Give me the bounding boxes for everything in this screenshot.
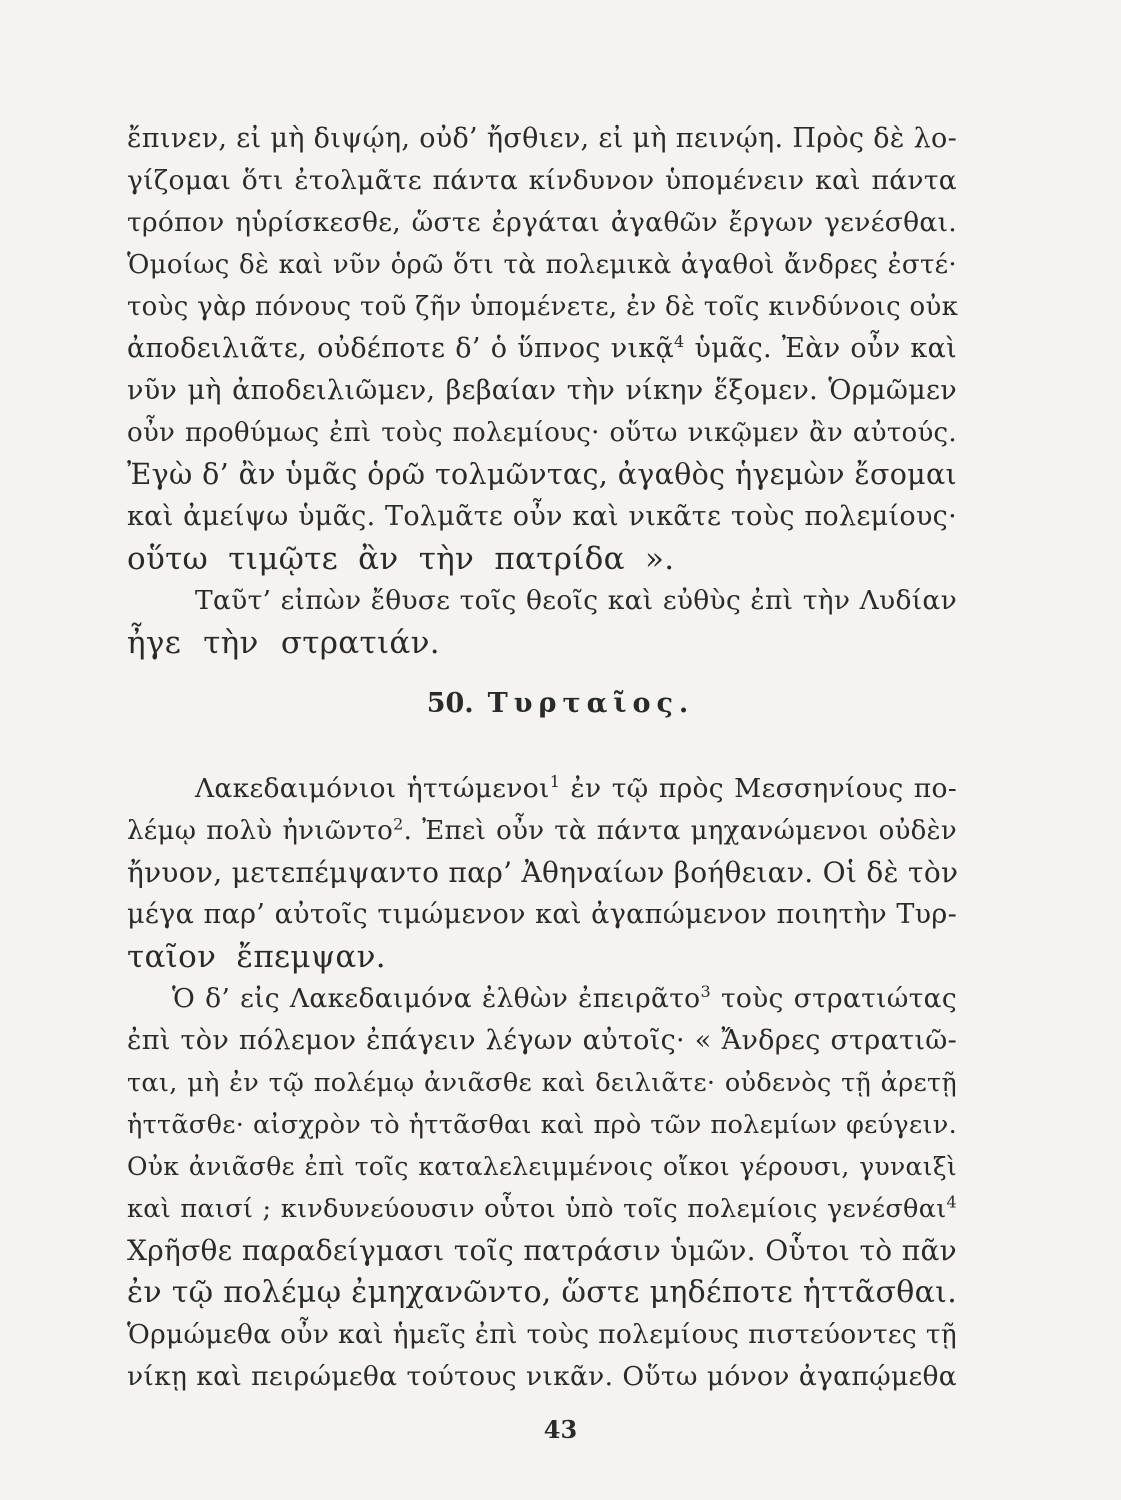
- text-line: ἤνυον, μετεπέμψαντο παρ’ Ἀθηναίων βοήθειαν. Οἱ δὲ τὸν: [127, 856, 959, 889]
- text-segment: . Ἐπεὶ οὖν τὰ πάντα μηχανώμενοι οὐδὲν: [403, 816, 957, 846]
- text-line: [172, 979, 957, 1019]
- section-heading: [0, 688, 1121, 719]
- text-line: Ὁρμώμεθα οὖν καὶ ἡμεῖς ἐπὶ τοὺς πολεμίους πιστεύοντες τῇ: [127, 1319, 957, 1350]
- text-line: τρόπον ηὑρίσκεσθε, ὥστε ἐργάται ἀγαθῶν ἔργων γενέσθαι.: [127, 207, 957, 238]
- text-line: τοὺς γὰρ πόνους τοῦ ζῆν ὑπομένετε, ἐν δὲ τοῖς κινδύνοις οὐκ: [127, 292, 959, 322]
- text-line: [195, 769, 957, 809]
- text-line: Χρῆσθε παραδείγμασι τοῖς πατράσιν ὑμῶν. Οὗτοι τὸ πᾶν: [127, 1234, 957, 1267]
- footnote-mark: 4: [674, 332, 685, 351]
- text-segment: ἐν τῷ πρὸς Μεσσηνίους πο-: [570, 773, 957, 804]
- section-number: 50.: [426, 688, 474, 719]
- footnote-mark: 3: [700, 982, 711, 1002]
- text-segment: Λακεδαιμόνιοι ἡττώμενοι: [195, 773, 550, 804]
- text-line: οὖν προθύμως ἐπὶ τοὺς πολεμίους· οὕτω νικῷμεν ἂν αὐτούς.: [127, 418, 957, 448]
- text-line: καὶ ἀμείψω ὑμᾶς. Τολμᾶτε οὖν καὶ νικᾶτε τοὺς πολεμίους·: [127, 501, 957, 532]
- text-line: ἦγε τὴν στρατιάν.: [127, 625, 440, 661]
- text-segment: Ὁ δ’ εἰς Λακεδαιμόνα ἐλθὼν ἐπειρᾶτο: [172, 983, 701, 1014]
- text-segment: λέμῳ πολὺ ἠνιῶντο: [127, 816, 394, 846]
- text-segment: ὑμᾶς. Ἐὰν οὖν καὶ: [694, 333, 957, 364]
- text-line: Ἐγὼ δ’ ἂν ὑμᾶς ὁρῶ τολμῶντας, ἀγαθὸς ἡγεμὼν ἔσομαι: [127, 458, 957, 491]
- section-title: Τυρταῖος.: [487, 688, 695, 719]
- text-line: Ὁμοίως δὲ καὶ νῦν ὁρῶ ὅτι τὰ πολεμικὰ ἀγαθοὶ ἄνδρες ἐστέ·: [127, 250, 957, 280]
- text-line: μέγα παρ’ αὐτοῖς τιμώμενον καὶ ἀγαπώμενον ποιητὴν Τυρ-: [127, 899, 957, 930]
- text-line: γίζομαι ὅτι ἐτολμᾶτε πάντα κίνδυνον ὑπομένειν καὶ πάντα: [127, 165, 957, 196]
- text-line: ται, μὴ ἐν τῷ πολέμῳ ἀνιᾶσθε καὶ δειλιᾶτε· οὐδενὸς τῇ ἀρετῇ: [127, 1068, 957, 1098]
- text-line: νῦν μὴ ἀποδειλιῶμεν, βεβαίαν τὴν νίκην ἕξομεν. Ὁρμῶμεν: [127, 375, 957, 406]
- text-segment: ἀποδειλιᾶτε, οὐδέποτε δ’ ὁ ὕπνος νικᾷ: [127, 333, 675, 364]
- text-line: ἐπὶ τὸν πόλεμον ἐπάγειν λέγων αὐτοῖς· « Ἄνδρες στρατιῶ-: [127, 1025, 957, 1056]
- text-line: ταῖον ἔπεμψαν.: [127, 939, 386, 975]
- text-line: νίκῃ καὶ πειρώμεθα τούτους νικᾶν. Οὕτω μόνον ἀγαπῴμεθα: [127, 1361, 957, 1392]
- text-line: [127, 811, 957, 851]
- text-segment: καὶ παισί ; κινδυνεύουσιν οὗτοι ὑπὸ τοῖς πολεμίοις γενέσθαι: [127, 1194, 947, 1224]
- text-segment: τοὺς στρατιώτας: [720, 983, 957, 1014]
- text-line: ἐν τῷ πολέμῳ ἐμηχανῶντο, ὥστε μηδέποτε ἡττᾶσθαι.: [127, 1275, 958, 1310]
- text-line: οὕτω τιμῷτε ἂν τὴν πατρίδα ».: [127, 541, 675, 577]
- text-line: Ταῦτ’ εἰπὼν ἔθυσε τοῖς θεοῖς καὶ εὐθὺς ἐπὶ τὴν Λυδίαν: [195, 585, 957, 616]
- footnote-mark: 4: [946, 1192, 957, 1212]
- footnote-mark: 2: [393, 814, 404, 834]
- text-line: ἔπινεν, εἰ μὴ διψῴη, οὐδ’ ἤσθιεν, εἰ μὴ πεινῴη. Πρὸς δὲ λο-: [127, 123, 957, 154]
- text-line: ἡττᾶσθε· αἰσχρὸν τὸ ἡττᾶσθαι καὶ πρὸ τῶν πολεμίων φεύγειν.: [127, 1110, 957, 1140]
- text-line: [127, 329, 957, 369]
- page-number: 43: [543, 1415, 578, 1444]
- text-line: Οὐκ ἀνιᾶσθε ἐπὶ τοῖς καταλελειμμένοις οἴκοι γέρουσι, γυναιξὶ: [127, 1152, 957, 1181]
- footnote-mark: 1: [549, 772, 561, 792]
- text-line: [127, 1189, 957, 1229]
